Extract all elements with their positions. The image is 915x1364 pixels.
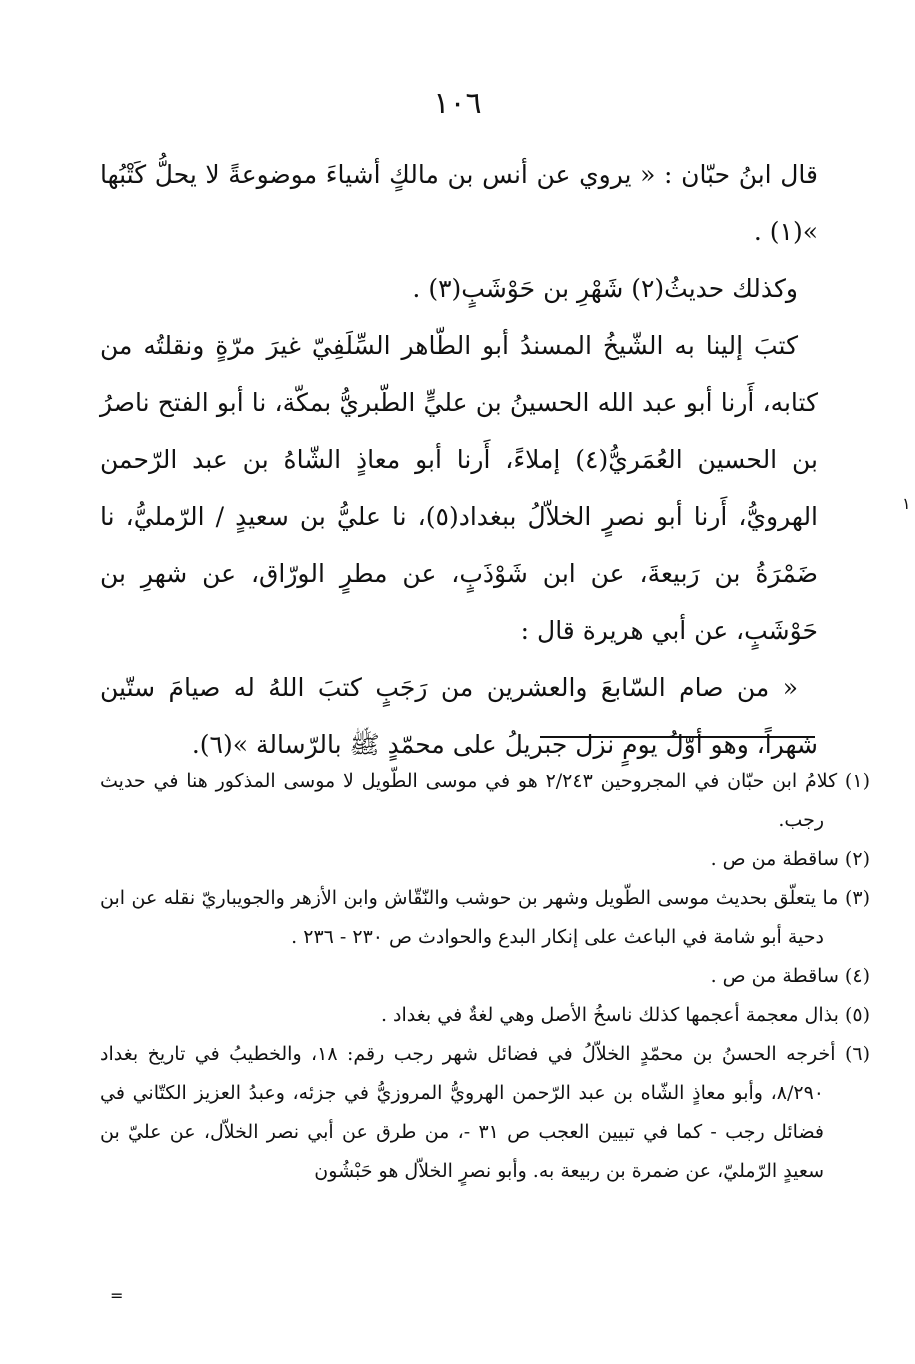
continuation-marker: = bbox=[110, 1286, 124, 1305]
footnote-2: (٢) ساقطة من ص . bbox=[710, 848, 870, 870]
footnote-3: (٣) ما يتعلّق بحديث موسى الطّويل وشهر بن حوشب والنّقّاش وابن الأزهر والجويباريّ نقله عن ابن دحية أبو شامة في الباعث على إنكار البدع والحوادث ص ٢٣٠ - ٢٣٦ . bbox=[100, 887, 870, 948]
paragraph-hadith-text: « من صام السّابعَ والعشرين من رَجَبٍ كتبَ اللهُ له صيامَ ستّين شهراً، وهو أوّلُ يومٍ نزل جبريلُ على محمّدٍ ﷺ بالرّسالة »(٦). bbox=[100, 673, 818, 759]
paragraph-ibn-hibban-quote: قال ابنُ حبّان : « يروي عن أنس بن مالكٍ أشياءَ موضوعةً لا يحلُّ كَتْبُها »(١) . bbox=[100, 160, 818, 246]
footnote-separator bbox=[540, 736, 815, 738]
footnotes bbox=[100, 762, 870, 1191]
paragraph-isnad: كتبَ إلينا به الشّيخُ المسندُ أبو الطّاهر السِّلَفِيّ غيرَ مرّةٍ ونقلتُه من كتابه، أَرنا أبو عبد الله الحسينُ بن عليٍّ الطّبريُّ بمكّة، نا أبو الفتح ناصرُ بن الحسين العُمَريُّ(٤) إملاءً، أَرنا أبو معاذٍ الشّاهُ بن عبد الرّحمن الهرويُّ، أَرنا أبو نصرٍ الخلاّلُ ببغداد(٥)، نا عليُّ بن سعيدٍ / الرّمليُّ، نا ضَمْرَةُ بن رَبيعةَ، عن ابن شَوْذَبٍ، عن مطرٍ الورّاق، عن شهرِ بن حَوْشَبٍ، عن أبي هريرة قال : bbox=[100, 331, 819, 645]
footnote-4: (٤) ساقطة من ص . bbox=[710, 965, 870, 987]
footnote-1: (١) كلامُ ابن حبّان في المجروحين ٢/٢٤٣ هو في موسى الطّويل لا موسى المذكور هنا في حديث رجب. bbox=[100, 770, 870, 831]
margin-folio-marker: ١ bbox=[902, 494, 911, 513]
paragraph-shahr-hadith: وكذلك حديثُ(٢) شَهْرِ بن حَوْشَبٍ(٣) . bbox=[412, 274, 798, 303]
main-text bbox=[100, 146, 818, 773]
footnote-5: (٥) بذال معجمة أعجمها كذلك ناسخُ الأصل وهي لغةٌ في بغداد . bbox=[380, 1004, 870, 1026]
footnote-6: (٦) أخرجه الحسنُ بن محمّدٍ الخلاّلُ في فضائل شهر رجب رقم: ١٨، والخطيبُ في تاريخ بغداد ٨/٢٩٠، وأبو معاذٍ الشّاه بن عبد الرّحمن الهرويُّ المروزيُّ في جزئه، وعبدُ العزيز الكتّاني في فضائل رجب - كما في تبيين العجب ص ٣١ -، من طرق عن أبي نصر الخلاّل، عن عليّ بن سعيدٍ الرّمليّ، عن ضمرة بن ربيعة به. وأبو نصرٍ الخلاّل هو حَبْشُون bbox=[100, 1043, 870, 1182]
page-number: ١٠٦ bbox=[433, 86, 482, 121]
